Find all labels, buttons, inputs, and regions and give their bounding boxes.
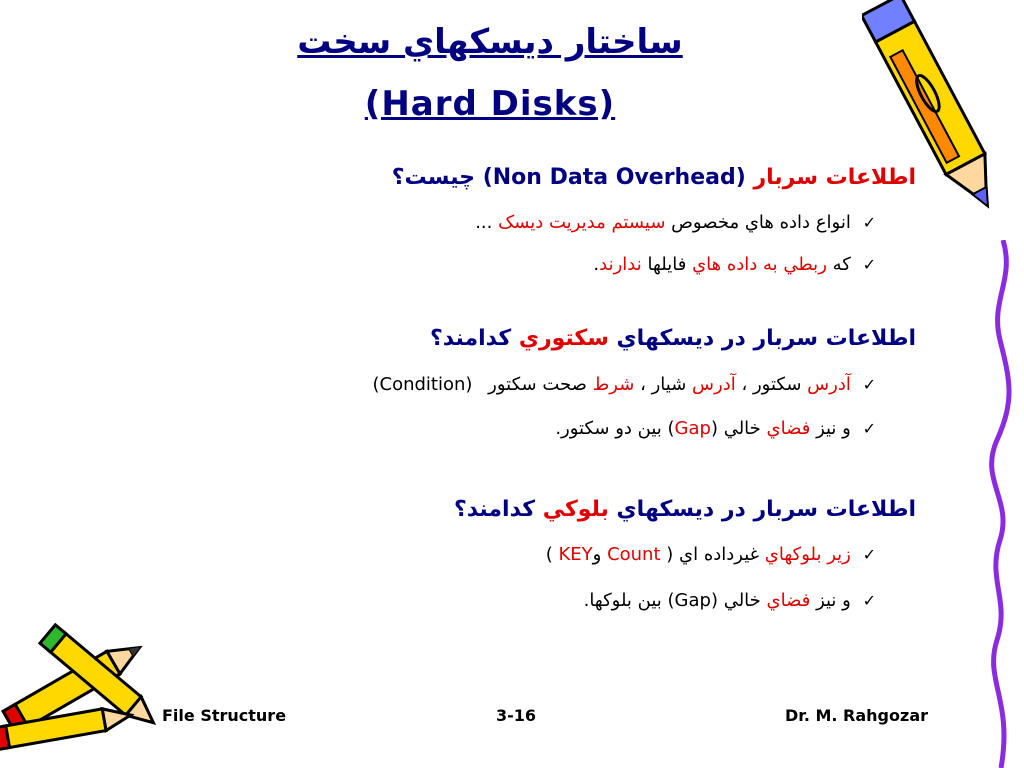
section1-heading-part-a: اطلاعات سربار <box>753 165 916 190</box>
item-highlight: ندارند <box>599 254 642 275</box>
section2-item-1 <box>372 374 876 395</box>
checkmark-icon: ✓ <box>862 213 876 232</box>
item-text: سکتور ، <box>741 374 802 395</box>
item-text: و نيز <box>816 590 851 611</box>
item-text: که <box>832 254 851 275</box>
item-highlight: سيستم مديريت ديسک <box>498 212 666 233</box>
item-text: غيرداده اي ( <box>666 544 760 565</box>
item-highlight: زير بلوکهاي <box>764 544 851 565</box>
item-text: فايلها <box>647 254 687 275</box>
item-highlight-latin: Gap <box>674 418 711 439</box>
section2-heading-part-c: کدامند؟ <box>430 326 512 351</box>
item-highlight: فضاي <box>766 418 811 439</box>
footer-right: Dr. M. Rahgozar <box>784 706 928 725</box>
item-highlight: ربطي به داده هاي <box>692 254 827 275</box>
section2-heading <box>430 326 916 351</box>
checkmark-icon: ✓ <box>862 375 876 394</box>
pencils-icon <box>0 620 160 768</box>
slide-title-english: (Hard Disks) <box>364 84 616 124</box>
item-text: ) <box>545 544 553 565</box>
section1-heading-part-b: (Non Data Overhead) <box>482 165 746 190</box>
section1-item-1 <box>475 212 876 233</box>
section2-item-2 <box>555 418 876 439</box>
section1-heading <box>392 165 916 190</box>
checkmark-icon: ✓ <box>862 591 876 610</box>
item-text: خالي ( <box>710 418 761 439</box>
checkmark-icon: ✓ <box>862 545 876 564</box>
item-highlight-latin: Count <box>607 544 661 565</box>
item-highlight: آدرس <box>692 374 736 395</box>
item-text-latin: (Condition) <box>372 374 473 395</box>
item-text: و نيز <box>816 418 851 439</box>
item-text: ... <box>475 212 493 233</box>
item-text: و <box>592 544 602 565</box>
section2-heading-part-a: اطلاعات سربار در دیسکهاي <box>616 326 916 351</box>
section3-heading <box>454 497 916 522</box>
item-text: شيار ، <box>640 374 687 395</box>
section1-item-2 <box>593 254 876 275</box>
section3-item-1 <box>546 544 876 565</box>
checkmark-icon: ✓ <box>862 255 876 274</box>
section3-heading-part-a: اطلاعات سربار در دیسکهاي <box>616 497 916 522</box>
section3-heading-part-c: کدامند؟ <box>453 497 536 522</box>
section3-heading-part-b: بلوکي <box>542 497 609 522</box>
item-text: ) بين دو سکتور. <box>555 418 675 439</box>
footer-left: File Structure <box>162 706 287 725</box>
checkmark-icon: ✓ <box>862 419 876 438</box>
pencil-icon <box>862 0 1024 240</box>
footer-page-number: 3-16 <box>496 706 537 725</box>
item-highlight-latin: KEY <box>558 544 593 565</box>
item-text: انواع داده هاي مخصوص <box>671 212 851 233</box>
section2-heading-part-b: سکتوري <box>518 326 609 351</box>
section1-heading-part-c: چيست؟ <box>391 165 476 190</box>
item-highlight: آدرس <box>807 374 851 395</box>
item-highlight: شرط <box>592 374 635 395</box>
item-text: . <box>593 254 600 275</box>
item-text: خالي (Gap) بين بلوکها. <box>583 590 761 611</box>
item-highlight: فضاي <box>766 590 811 611</box>
section3-item-2 <box>584 590 876 611</box>
decorative-wave <box>985 240 1020 768</box>
slide-title-persian: ساختار دیسکهاي سخت <box>297 22 683 62</box>
item-text: صحت سکتور <box>488 374 587 395</box>
